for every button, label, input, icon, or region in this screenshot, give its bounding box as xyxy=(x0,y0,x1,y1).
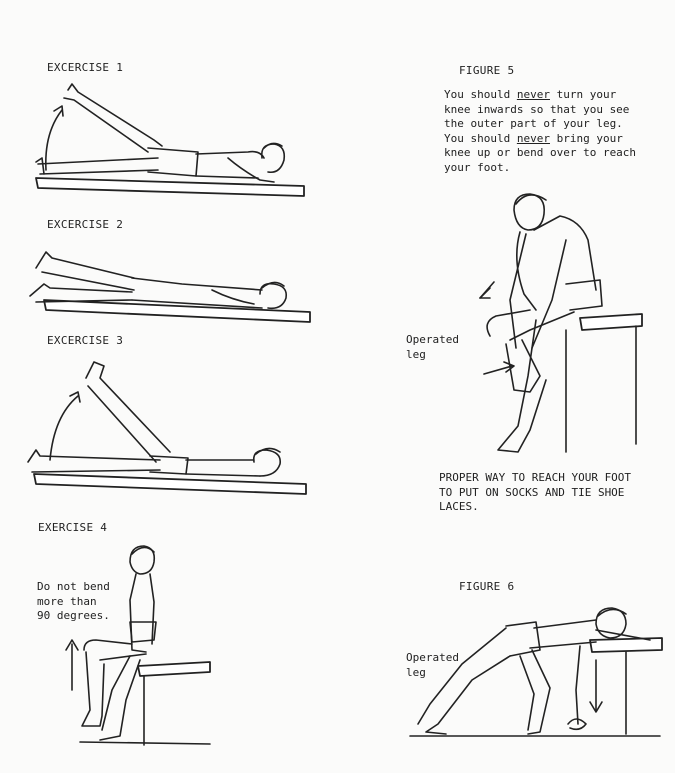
exercise-4-note-line2: more than xyxy=(37,594,97,608)
figure-5-caption-line3: LACES. xyxy=(439,500,479,513)
exercise-1-illustration xyxy=(28,78,313,198)
figure-5-operated-label-line1: Operated xyxy=(406,333,459,346)
never-emphasis-2: never xyxy=(516,131,550,145)
figure-5-caption xyxy=(439,471,631,515)
exercise-2-illustration xyxy=(22,238,317,328)
never-emphasis-1: never xyxy=(516,88,550,101)
figure-5-warning-line3: the outer part of your leg. xyxy=(444,117,623,130)
figure-5-warning xyxy=(444,88,636,175)
figure-5-caption-line1: PROPER WAY TO REACH YOUR FOOT xyxy=(439,471,632,484)
figure-5-title: FIGURE 5 xyxy=(459,64,515,77)
figure-5-warning-line5: knee up or bend over to reach xyxy=(444,146,637,159)
exercise-2-title: EXCERCISE 2 xyxy=(47,218,124,231)
figure-6-title: FIGURE 6 xyxy=(459,580,515,593)
figure-5-warning-line2: knee inwards so that you see xyxy=(444,102,630,116)
figure-6-operated-label-line2: leg xyxy=(406,665,426,679)
exercise-3-illustration xyxy=(20,356,315,501)
figure-5-operated-leg-label xyxy=(406,333,459,362)
figure-5-caption-line2: TO PUT ON SOCKS AND TIE SHOE xyxy=(439,485,625,499)
exercise-4-note-line1: Do not bend xyxy=(37,580,110,593)
figure-5-warning-line1: You should never turn your xyxy=(444,88,617,101)
exercise-4-title: EXERCISE 4 xyxy=(38,521,108,534)
exercise-4-illustration xyxy=(60,540,220,755)
figure-6-illustration xyxy=(400,600,665,740)
exercise-3-title: EXCERCISE 3 xyxy=(47,334,124,347)
figure-5-warning-line6: your foot. xyxy=(444,160,511,174)
exercise-1-title: EXCERCISE 1 xyxy=(47,61,124,74)
figure-6-operated-label-line1: Operated xyxy=(406,651,459,664)
exercise-4-note-line3: 90 degrees. xyxy=(37,609,110,622)
figure-5-illustration xyxy=(470,180,650,460)
figure-5-operated-label-line2: leg xyxy=(406,347,426,361)
figure-5-warning-line4: You should never bring your xyxy=(444,131,623,145)
